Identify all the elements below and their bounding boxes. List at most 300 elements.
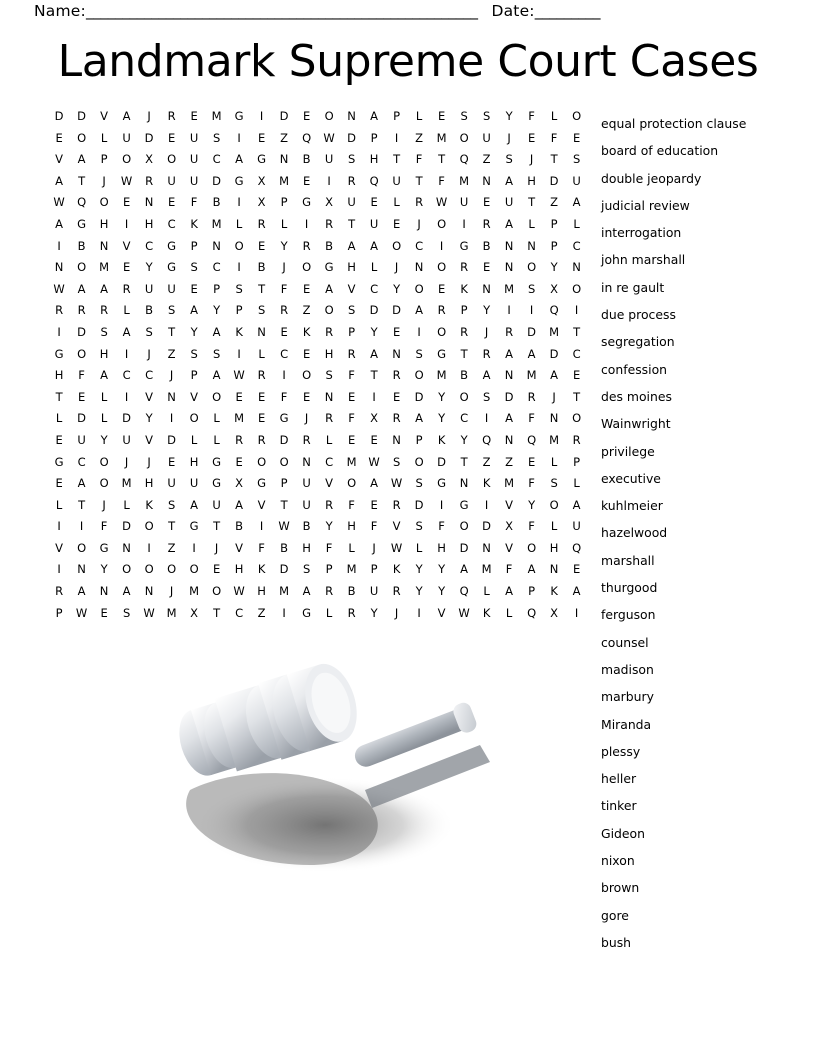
grid-cell[interactable]: T — [460, 346, 468, 361]
grid-cell[interactable]: A — [370, 238, 379, 253]
grid-cell[interactable]: Q — [77, 195, 87, 210]
grid-cell[interactable]: L — [325, 605, 333, 620]
grid-cell[interactable]: C — [415, 238, 424, 253]
word-list-item[interactable]: heller — [601, 771, 637, 787]
grid-cell[interactable]: S — [302, 562, 311, 577]
grid-cell[interactable]: I — [282, 605, 287, 620]
grid-cell[interactable]: T — [213, 605, 221, 620]
grid-cell[interactable]: F — [528, 411, 536, 426]
grid-cell[interactable]: L — [370, 260, 378, 275]
grid-cell[interactable]: F — [415, 152, 423, 167]
grid-cell[interactable]: N — [144, 195, 154, 210]
grid-cell[interactable]: G — [459, 497, 469, 512]
grid-cell[interactable]: M — [279, 584, 290, 599]
grid-cell[interactable]: U — [167, 173, 177, 188]
grid-cell[interactable]: J — [102, 497, 107, 512]
grid-cell[interactable]: N — [482, 540, 492, 555]
word-list-item[interactable]: nixon — [601, 853, 635, 869]
grid-cell[interactable]: O — [414, 454, 424, 469]
grid-cell[interactable]: E — [370, 497, 379, 512]
grid-cell[interactable]: W — [390, 476, 403, 491]
grid-cell[interactable]: E — [392, 216, 401, 231]
grid-cell[interactable]: E — [437, 281, 446, 296]
grid-cell[interactable]: J — [394, 605, 399, 620]
grid-cell[interactable]: Z — [415, 130, 424, 145]
grid-cell[interactable]: O — [99, 195, 109, 210]
grid-cell[interactable]: N — [144, 584, 154, 599]
grid-cell[interactable]: K — [302, 324, 311, 339]
grid-cell[interactable]: W — [143, 605, 156, 620]
grid-cell[interactable]: U — [572, 519, 582, 534]
grid-cell[interactable]: T — [460, 454, 468, 469]
grid-cell[interactable]: E — [482, 195, 491, 210]
grid-cell[interactable]: N — [527, 238, 537, 253]
grid-cell[interactable]: B — [482, 238, 491, 253]
grid-cell[interactable]: N — [212, 238, 222, 253]
grid-cell[interactable]: T — [78, 173, 86, 188]
grid-cell[interactable]: E — [122, 260, 131, 275]
grid-cell[interactable]: O — [392, 238, 402, 253]
grid-cell[interactable]: U — [392, 173, 402, 188]
grid-cell[interactable]: N — [54, 260, 64, 275]
grid-cell[interactable]: Y — [100, 562, 108, 577]
grid-cell[interactable]: O — [189, 411, 199, 426]
grid-cell[interactable]: N — [414, 260, 424, 275]
grid-cell[interactable]: H — [324, 346, 334, 361]
grid-cell[interactable]: Q — [302, 130, 312, 145]
grid-cell[interactable]: G — [167, 260, 177, 275]
grid-cell[interactable]: Q — [459, 152, 469, 167]
grid-cell[interactable]: E — [302, 346, 311, 361]
word-list-item[interactable]: equal protection clause — [601, 116, 747, 131]
grid-cell[interactable]: O — [459, 389, 469, 404]
grid-cell[interactable]: E — [235, 454, 244, 469]
grid-cell[interactable]: H — [234, 562, 244, 577]
grid-cell[interactable]: K — [235, 324, 244, 339]
grid-cell[interactable]: I — [237, 260, 242, 275]
grid-cell[interactable]: S — [505, 152, 514, 167]
grid-cell[interactable]: O — [99, 454, 109, 469]
grid-cell[interactable]: T — [78, 497, 86, 512]
grid-cell[interactable]: Y — [505, 109, 513, 123]
grid-cell[interactable]: W — [53, 281, 66, 296]
grid-cell[interactable]: O — [437, 216, 447, 231]
grid-cell[interactable]: B — [145, 303, 154, 318]
grid-cell[interactable]: C — [325, 454, 334, 469]
grid-cell[interactable]: D — [54, 109, 64, 123]
word-list-item[interactable]: double jeopardy — [601, 170, 702, 186]
grid-cell[interactable]: W — [233, 584, 246, 599]
grid-cell[interactable]: E — [347, 432, 356, 447]
grid-cell[interactable]: J — [552, 389, 557, 404]
grid-cell[interactable]: H — [302, 540, 312, 555]
grid-cell[interactable]: B — [257, 260, 266, 275]
grid-cell[interactable]: X — [550, 281, 559, 296]
grid-cell[interactable]: E — [167, 195, 176, 210]
grid-cell[interactable]: B — [235, 519, 244, 534]
grid-cell[interactable]: A — [482, 368, 491, 383]
grid-cell[interactable]: L — [213, 432, 221, 447]
grid-cell[interactable]: L — [325, 432, 333, 447]
grid-cell[interactable]: G — [54, 346, 64, 361]
grid-cell[interactable]: E — [302, 109, 311, 123]
grid-cell[interactable]: C — [572, 346, 581, 361]
grid-cell[interactable]: P — [528, 584, 536, 599]
word-list-item[interactable]: des moines — [601, 388, 672, 404]
grid-cell[interactable]: F — [528, 476, 536, 491]
grid-cell[interactable]: S — [212, 346, 221, 361]
grid-cell[interactable]: U — [302, 476, 312, 491]
grid-cell[interactable]: E — [77, 389, 86, 404]
grid-cell[interactable]: Y — [483, 303, 491, 318]
grid-cell[interactable]: E — [257, 411, 266, 426]
grid-cell[interactable]: I — [237, 130, 242, 145]
grid-cell[interactable]: M — [189, 584, 200, 599]
grid-cell[interactable]: R — [572, 432, 581, 447]
grid-cell[interactable]: L — [190, 432, 198, 447]
word-list-item[interactable]: bush — [601, 934, 632, 950]
grid-cell[interactable]: Y — [415, 562, 423, 577]
grid-cell[interactable]: Z — [505, 454, 514, 469]
grid-cell[interactable]: K — [482, 476, 491, 491]
word-list-item[interactable]: marshall — [601, 552, 655, 568]
grid-cell[interactable]: G — [212, 476, 222, 491]
grid-cell[interactable]: O — [437, 324, 447, 339]
grid-cell[interactable]: R — [347, 173, 356, 188]
grid-cell[interactable]: A — [505, 346, 514, 361]
grid-cell[interactable]: L — [393, 195, 401, 210]
grid-cell[interactable]: R — [460, 324, 469, 339]
grid-cell[interactable]: A — [325, 281, 334, 296]
word-list-item[interactable]: plessy — [601, 743, 641, 759]
grid-cell[interactable]: J — [417, 216, 422, 231]
grid-cell[interactable]: V — [100, 109, 109, 123]
grid-cell[interactable]: M — [504, 281, 515, 296]
grid-cell[interactable]: D — [77, 324, 87, 339]
grid-cell[interactable]: D — [77, 411, 87, 426]
grid-cell[interactable]: M — [436, 368, 447, 383]
grid-cell[interactable]: R — [145, 173, 154, 188]
grid-cell[interactable]: G — [302, 195, 312, 210]
grid-cell[interactable]: A — [55, 173, 64, 188]
grid-cell[interactable]: O — [572, 281, 582, 296]
grid-cell[interactable]: E — [370, 195, 379, 210]
grid-cell[interactable]: L — [123, 303, 131, 318]
grid-cell[interactable]: R — [527, 389, 536, 404]
grid-cell[interactable]: O — [279, 454, 289, 469]
grid-cell[interactable]: G — [257, 152, 267, 167]
grid-cell[interactable]: H — [257, 584, 267, 599]
grid-cell[interactable]: E — [347, 389, 356, 404]
grid-cell[interactable]: N — [99, 238, 109, 253]
grid-cell[interactable]: Q — [549, 303, 559, 318]
grid-cell[interactable]: I — [484, 411, 489, 426]
grid-cell[interactable]: B — [280, 540, 289, 555]
grid-cell[interactable]: M — [346, 562, 357, 577]
grid-cell[interactable]: F — [348, 368, 356, 383]
word-list-item[interactable]: privilege — [601, 443, 655, 459]
grid-cell[interactable]: O — [144, 562, 154, 577]
grid-cell[interactable]: E — [392, 389, 401, 404]
grid-cell[interactable]: R — [280, 303, 289, 318]
grid-cell[interactable]: L — [55, 411, 63, 426]
grid-cell[interactable]: T — [415, 173, 423, 188]
grid-cell[interactable]: E — [572, 562, 581, 577]
grid-cell[interactable]: M — [436, 130, 447, 145]
grid-cell[interactable]: L — [235, 216, 243, 231]
grid-cell[interactable]: Q — [482, 432, 492, 447]
word-list-item[interactable]: tinker — [601, 798, 637, 814]
grid-cell[interactable]: J — [169, 584, 174, 599]
grid-cell[interactable]: P — [550, 216, 558, 231]
grid-cell[interactable]: R — [257, 432, 266, 447]
grid-cell[interactable]: F — [100, 519, 108, 534]
grid-cell[interactable]: V — [55, 540, 64, 555]
grid-cell[interactable]: E — [235, 389, 244, 404]
grid-cell[interactable]: I — [529, 303, 534, 318]
grid-cell[interactable]: A — [370, 109, 379, 123]
grid-cell[interactable]: W — [390, 540, 403, 555]
grid-cell[interactable]: F — [190, 195, 198, 210]
grid-cell[interactable]: I — [372, 389, 377, 404]
grid-cell[interactable]: J — [124, 454, 129, 469]
grid-cell[interactable]: R — [235, 432, 244, 447]
grid-cell[interactable]: A — [415, 303, 424, 318]
grid-cell[interactable]: O — [77, 130, 87, 145]
grid-cell[interactable]: U — [122, 432, 132, 447]
grid-cell[interactable]: O — [414, 368, 424, 383]
grid-cell[interactable]: E — [302, 281, 311, 296]
grid-cell[interactable]: I — [282, 368, 287, 383]
grid-cell[interactable]: J — [372, 540, 377, 555]
grid-cell[interactable]: C — [77, 454, 86, 469]
grid-cell[interactable]: Z — [167, 540, 176, 555]
grid-cell[interactable]: A — [190, 303, 199, 318]
grid-cell[interactable]: R — [347, 605, 356, 620]
grid-cell[interactable]: I — [147, 540, 152, 555]
grid-cell[interactable]: R — [257, 216, 266, 231]
grid-cell[interactable]: E — [257, 238, 266, 253]
grid-cell[interactable]: D — [369, 303, 379, 318]
grid-cell[interactable]: T — [573, 324, 581, 339]
grid-cell[interactable]: Y — [190, 324, 198, 339]
grid-cell[interactable]: S — [572, 152, 581, 167]
grid-cell[interactable]: I — [57, 238, 62, 253]
grid-cell[interactable]: A — [77, 281, 86, 296]
grid-cell[interactable]: A — [505, 216, 514, 231]
grid-cell[interactable]: L — [550, 109, 558, 123]
grid-cell[interactable]: J — [147, 454, 152, 469]
grid-cell[interactable]: E — [302, 389, 311, 404]
grid-cell[interactable]: R — [415, 195, 424, 210]
grid-cell[interactable]: J — [214, 540, 219, 555]
grid-cell[interactable]: N — [347, 109, 357, 123]
word-list-item[interactable]: kuhlmeier — [601, 498, 663, 514]
grid-cell[interactable]: Y — [438, 411, 446, 426]
grid-cell[interactable]: H — [527, 173, 537, 188]
grid-cell[interactable]: N — [77, 562, 87, 577]
grid-cell[interactable]: S — [415, 519, 424, 534]
grid-cell[interactable]: G — [302, 605, 312, 620]
grid-cell[interactable]: Y — [280, 238, 288, 253]
grid-cell[interactable]: D — [392, 303, 402, 318]
grid-cell[interactable]: X — [370, 411, 379, 426]
grid-cell[interactable]: A — [302, 584, 311, 599]
grid-cell[interactable]: T — [55, 389, 63, 404]
grid-cell[interactable]: X — [550, 605, 559, 620]
grid-cell[interactable]: G — [437, 476, 447, 491]
grid-cell[interactable]: L — [123, 497, 131, 512]
grid-cell[interactable]: S — [415, 346, 424, 361]
grid-cell[interactable]: T — [438, 152, 446, 167]
grid-cell[interactable]: I — [79, 519, 84, 534]
grid-cell[interactable]: C — [145, 368, 154, 383]
grid-cell[interactable]: H — [369, 152, 379, 167]
grid-cell[interactable]: D — [504, 389, 514, 404]
grid-cell[interactable]: S — [550, 476, 559, 491]
grid-cell[interactable]: S — [100, 324, 109, 339]
grid-cell[interactable]: A — [460, 562, 469, 577]
grid-cell[interactable]: D — [144, 130, 154, 145]
grid-cell[interactable]: I — [259, 519, 264, 534]
grid-cell[interactable]: O — [144, 519, 154, 534]
grid-cell[interactable]: J — [147, 346, 152, 361]
grid-cell[interactable]: Y — [460, 432, 468, 447]
grid-cell[interactable]: D — [549, 346, 559, 361]
grid-cell[interactable]: S — [347, 152, 356, 167]
word-list-item[interactable]: executive — [601, 470, 661, 486]
word-list-item[interactable]: Gideon — [601, 825, 645, 841]
grid-cell[interactable]: A — [347, 238, 356, 253]
grid-cell[interactable]: D — [527, 324, 537, 339]
grid-cell[interactable]: B — [325, 238, 334, 253]
grid-cell[interactable]: X — [190, 605, 199, 620]
grid-cell[interactable]: F — [325, 540, 333, 555]
grid-cell[interactable]: L — [573, 476, 581, 491]
grid-cell[interactable]: X — [505, 519, 514, 534]
grid-cell[interactable]: U — [167, 476, 177, 491]
grid-cell[interactable]: F — [505, 562, 513, 577]
grid-cell[interactable]: V — [325, 476, 334, 491]
grid-cell[interactable]: Y — [370, 605, 378, 620]
grid-cell[interactable]: I — [439, 238, 444, 253]
grid-cell[interactable]: R — [325, 216, 334, 231]
grid-cell[interactable]: N — [504, 238, 514, 253]
grid-cell[interactable]: M — [211, 216, 222, 231]
grid-cell[interactable]: N — [549, 562, 559, 577]
grid-cell[interactable]: D — [414, 497, 424, 512]
grid-cell[interactable]: Q — [527, 605, 537, 620]
grid-cell[interactable]: U — [482, 130, 492, 145]
grid-cell[interactable]: J — [102, 173, 107, 188]
grid-cell[interactable]: S — [482, 109, 491, 123]
grid-cell[interactable]: U — [189, 130, 199, 145]
grid-cell[interactable]: I — [57, 562, 62, 577]
grid-cell[interactable]: E — [437, 109, 446, 123]
grid-cell[interactable]: D — [549, 173, 559, 188]
grid-cell[interactable]: W — [75, 605, 88, 620]
grid-cell[interactable]: C — [280, 346, 289, 361]
grid-cell[interactable]: D — [167, 432, 177, 447]
grid-cell[interactable]: O — [414, 281, 424, 296]
grid-cell[interactable]: U — [504, 195, 514, 210]
grid-cell[interactable]: U — [369, 216, 379, 231]
grid-cell[interactable]: E — [572, 130, 581, 145]
grid-cell[interactable]: T — [168, 324, 176, 339]
grid-cell[interactable]: O — [212, 389, 222, 404]
grid-cell[interactable]: O — [324, 109, 334, 123]
grid-cell[interactable]: X — [257, 195, 266, 210]
grid-cell[interactable]: H — [437, 540, 447, 555]
grid-cell[interactable]: L — [550, 454, 558, 469]
grid-cell[interactable]: O — [167, 562, 177, 577]
grid-cell[interactable]: P — [100, 152, 108, 167]
grid-cell[interactable]: O — [77, 260, 87, 275]
grid-cell[interactable]: H — [99, 346, 109, 361]
grid-cell[interactable]: H — [347, 260, 357, 275]
grid-cell[interactable]: K — [550, 584, 559, 599]
grid-cell[interactable]: L — [550, 519, 558, 534]
grid-cell[interactable]: C — [572, 238, 581, 253]
grid-cell[interactable]: Y — [550, 260, 558, 275]
grid-cell[interactable]: P — [235, 303, 243, 318]
grid-cell[interactable]: E — [482, 260, 491, 275]
word-list-item[interactable]: john marshall — [601, 252, 686, 268]
grid-cell[interactable]: K — [482, 605, 491, 620]
grid-cell[interactable]: J — [507, 130, 512, 145]
word-list-item[interactable]: Miranda — [601, 716, 652, 732]
grid-cell[interactable]: E — [527, 130, 536, 145]
grid-cell[interactable]: A — [212, 368, 221, 383]
grid-cell[interactable]: N — [279, 152, 289, 167]
grid-cell[interactable]: F — [370, 519, 378, 534]
grid-cell[interactable]: P — [280, 195, 288, 210]
grid-cell[interactable]: L — [213, 411, 221, 426]
grid-cell[interactable]: A — [527, 562, 536, 577]
grid-cell[interactable]: B — [460, 368, 469, 383]
grid-cell[interactable]: M — [234, 411, 245, 426]
grid-cell[interactable]: A — [100, 281, 109, 296]
word-list-item[interactable]: hazelwood — [601, 525, 668, 541]
grid-cell[interactable]: S — [167, 497, 176, 512]
grid-cell[interactable]: E — [572, 368, 581, 383]
grid-cell[interactable]: N — [504, 432, 514, 447]
grid-cell[interactable]: T — [258, 281, 266, 296]
grid-cell[interactable]: P — [415, 432, 423, 447]
grid-cell[interactable]: F — [348, 411, 356, 426]
grid-cell[interactable]: H — [144, 216, 154, 231]
grid-cell[interactable]: Y — [145, 260, 153, 275]
grid-cell[interactable]: R — [325, 411, 334, 426]
grid-cell[interactable]: R — [167, 109, 176, 123]
grid-cell[interactable]: V — [145, 432, 154, 447]
grid-cell[interactable]: D — [437, 454, 447, 469]
grid-cell[interactable]: E — [167, 454, 176, 469]
grid-cell[interactable]: T — [213, 519, 221, 534]
grid-cell[interactable]: M — [481, 562, 492, 577]
grid-cell[interactable]: A — [550, 368, 559, 383]
grid-cell[interactable]: R — [347, 346, 356, 361]
grid-cell[interactable]: F — [438, 519, 446, 534]
grid-cell[interactable]: O — [212, 584, 222, 599]
grid-cell[interactable]: O — [77, 540, 87, 555]
grid-cell[interactable]: G — [167, 238, 177, 253]
grid-cell[interactable]: B — [302, 152, 311, 167]
grid-cell[interactable]: R — [482, 216, 491, 231]
grid-cell[interactable]: V — [257, 497, 266, 512]
grid-cell[interactable]: G — [212, 454, 222, 469]
grid-cell[interactable]: M — [279, 173, 290, 188]
